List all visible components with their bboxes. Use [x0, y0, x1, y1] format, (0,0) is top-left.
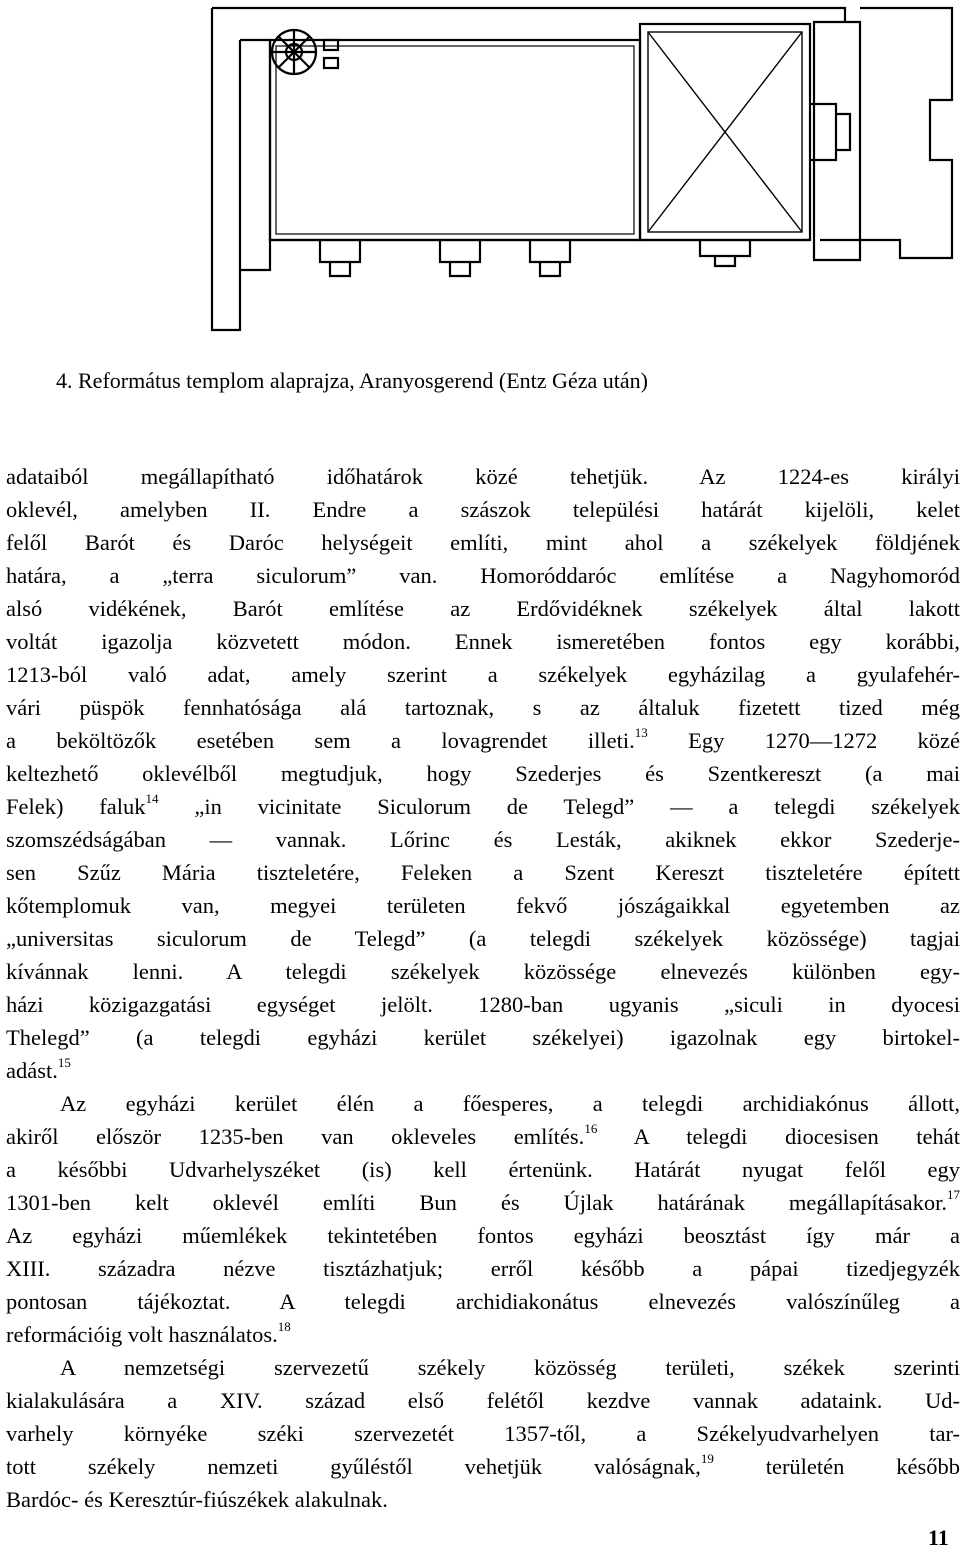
footnote-ref-18: 18 [277, 1318, 291, 1334]
text-line: varhely környéke széki szervezetét 1357-től, a Székelyudvarhelyen tar- [6, 1421, 960, 1446]
text-segment: reformációig volt használatos. [6, 1322, 278, 1347]
text-line: oklevél, amelyben II. Endre a szászok települési határát kijelöli, kelet [6, 497, 960, 522]
text-line [6, 1186, 960, 1219]
text-segment: adást. [6, 1058, 58, 1083]
plan-nave [270, 40, 640, 240]
text-line: kívánnak lenni. A telegdi székelyek közössége elnevezés különben egy- [6, 959, 960, 984]
figure-caption: 4. Református templom alaprajza, Aranyosgerend (Entz Géza után) [56, 368, 648, 393]
text-line: kialakulására a XIV. század első felétől kezdve vannak adataink. Ud- [6, 1388, 960, 1413]
text-line: sen Szűz Mária tiszteletére, Feleken a Szent Kereszt tiszteletére épített [6, 860, 960, 885]
text-segment: a beköltözők esetében sem a lovagrendet illeti. [6, 728, 635, 753]
text-segment: területén később [765, 1454, 960, 1479]
text-segment: Felek) faluk [6, 794, 146, 819]
text-segment: akiről először 1235-ben van okleveles említés. [6, 1124, 585, 1149]
text-line [6, 1450, 960, 1483]
footnote-ref-19: 19 [700, 1450, 714, 1466]
text-line [6, 790, 960, 823]
text-segment: A telegdi diocesisen tehát [633, 1124, 960, 1149]
text-segment: 1301-ben kelt oklevél említi Bun és Újlak határának megállapításakor. [6, 1190, 947, 1215]
text-line: házi közigazgatási egységet jelölt. 1280-ban ugyanis „siculi in dyocesi [6, 992, 960, 1017]
text-line: XIII. századra nézve tisztázhatjuk; erről később a pápai tizedjegyzék [6, 1256, 960, 1281]
text-line: Az egyházi kerület élén a főesperes, a telegdi archidiakónus állott, [60, 1091, 960, 1116]
text-line: Thelegd” (a telegdi egyházi kerület székelyei) igazolnak egy birtokel- [6, 1025, 960, 1050]
footnote-ref-16: 16 [584, 1120, 598, 1136]
church-floor-plan-figure [200, 0, 960, 340]
text-segment: „in vicinitate Siculorum de Telegd” — a telegdi székelyek [194, 794, 960, 819]
text-line: szomszédságában — vannak. Lőrinc és Lesták, akiknek ekkor Szederje- [6, 827, 960, 852]
text-line [6, 724, 960, 757]
text-segment: Egy 1270—1272 közé [688, 728, 960, 753]
page-number: 11 [928, 1525, 949, 1550]
plan-outer-wall [212, 8, 952, 330]
text-line: voltát igazolja közvetett módon. Ennek ismeretében fontos egy korábbi, [6, 629, 960, 654]
text-line: felől Barót és Daróc helységeit említi, mint ahol a székelyek földjének [6, 530, 960, 555]
footnote-ref-14: 14 [145, 790, 159, 806]
text-line: „universitas siculorum de Telegd” (a telegdi székelyek közössége) tagjai [6, 926, 960, 951]
text-line: kőtemplomuk van, megyei területen fekvő jószágaikkal egyetemben az [6, 893, 960, 918]
text-line: keltezhető oklevélből megtudjuk, hogy Szederjes és Szentkereszt (a mai [6, 761, 960, 786]
text-segment: tott székely nemzeti gyűléstől vehetjük valóságnak, [6, 1454, 701, 1479]
text-line [6, 1054, 960, 1087]
text-line: alsó vidékének, Barót említése az Erdővidéknek székelyek által lakott [6, 596, 960, 621]
text-line: pontosan tájékoztat. A telegdi archidiakonátus elnevezés valószínűleg a [6, 1289, 960, 1314]
footnote-ref-15: 15 [57, 1054, 71, 1070]
footnote-ref-13: 13 [634, 724, 648, 740]
footnote-ref-17: 17 [947, 1186, 960, 1202]
text-line: vári püspök fennhatósága alá tartoznak, s az általuk fizetett tized még [6, 695, 960, 720]
text-line: határa, a „terra siculorum” van. Homoróddaróc említése a Nagyhomoród [6, 563, 960, 588]
text-line: 1213-ból való adat, amely szerint a székelyek egyházilag a gyulafehér- [6, 662, 960, 687]
text-line: a későbbi Udvarhelyszéket (is) kell értenünk. Határát nyugat felől egy [6, 1157, 960, 1182]
text-line: Bardóc- és Keresztúr-fiúszékek alakulnak. [6, 1487, 388, 1512]
text-line [6, 1120, 960, 1153]
text-line: Az egyházi műemlékek tekintetében fontos egyházi beosztást így már a [6, 1223, 960, 1248]
text-line [6, 1318, 960, 1351]
text-line: A nemzetségi szervezetű székely közösség területi, székek szerinti [60, 1355, 960, 1380]
text-line: adataiból megállapítható időhatárok közé tehetjük. Az 1224-es királyi [6, 464, 960, 489]
